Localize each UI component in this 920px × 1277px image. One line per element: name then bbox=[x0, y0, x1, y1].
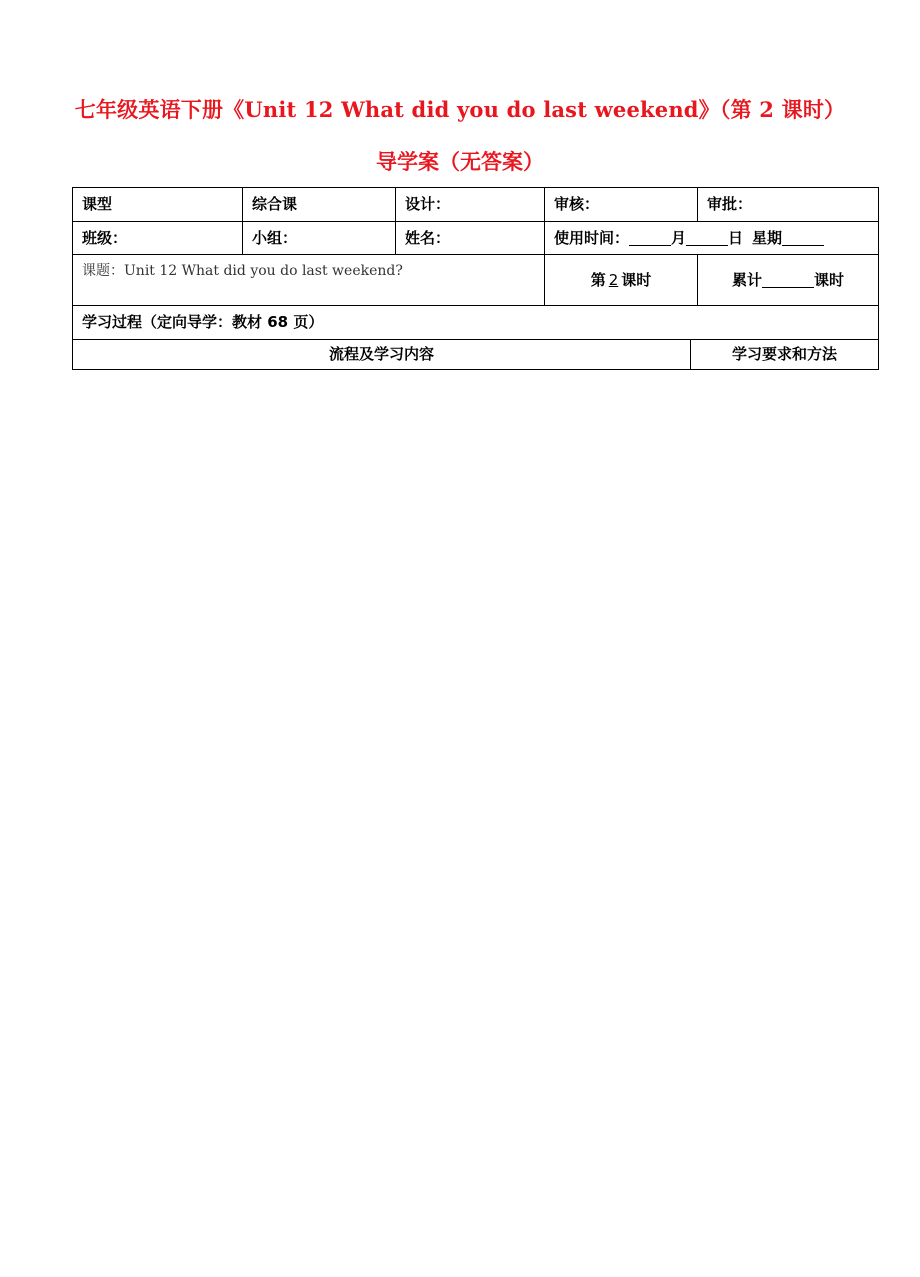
month-label: 月 bbox=[671, 228, 687, 247]
course-type-label: 课型 bbox=[82, 195, 113, 213]
month-blank[interactable] bbox=[629, 231, 671, 246]
class-label: 班级： bbox=[82, 228, 128, 247]
weekday-blank[interactable] bbox=[782, 231, 824, 246]
course-type-label-cell bbox=[72, 187, 243, 222]
name-cell bbox=[395, 221, 545, 255]
method-header-cell bbox=[690, 339, 879, 370]
group-label: 小组： bbox=[252, 228, 298, 247]
total-lessons-cell bbox=[697, 254, 879, 306]
topic-text: 课题：Unit 12 What did you do last weekend? bbox=[82, 263, 403, 279]
lesson-number: 2 bbox=[608, 270, 619, 289]
learning-process-cell bbox=[72, 305, 879, 340]
approve-label: 审批： bbox=[707, 195, 753, 213]
design-label: 设计： bbox=[405, 195, 451, 213]
document-title: 七年级英语下册《Unit 12 What did you do last weekend》（第 2 课时） bbox=[74, 97, 846, 122]
weekday-label: 星期 bbox=[752, 228, 783, 247]
review-cell bbox=[544, 187, 698, 222]
review-label: 审核： bbox=[554, 195, 600, 213]
day-label: 日 bbox=[728, 228, 744, 247]
group-cell bbox=[242, 221, 396, 255]
lesson-number-cell bbox=[544, 254, 698, 306]
total-suffix: 课时 bbox=[814, 270, 845, 289]
total-prefix: 累计 bbox=[731, 270, 762, 289]
learning-process-text: 学习过程（定向导学：教材 68 页） bbox=[82, 313, 324, 331]
day-blank[interactable] bbox=[686, 231, 728, 246]
content-header-cell bbox=[72, 339, 691, 370]
course-type-value-cell bbox=[242, 187, 396, 222]
topic-cell bbox=[72, 254, 545, 306]
method-header: 学习要求和方法 bbox=[731, 345, 837, 363]
approve-cell bbox=[697, 187, 879, 222]
total-blank[interactable] bbox=[762, 273, 814, 288]
course-type-value: 综合课 bbox=[252, 195, 298, 213]
design-cell bbox=[395, 187, 545, 222]
usage-time-label: 使用时间： bbox=[554, 228, 630, 247]
document-subtitle: 导学案（无答案） bbox=[376, 149, 544, 174]
content-header: 流程及学习内容 bbox=[328, 345, 434, 363]
lesson-prefix: 第 bbox=[590, 270, 606, 289]
lesson-suffix: 课时 bbox=[621, 270, 652, 289]
class-cell bbox=[72, 221, 243, 255]
usage-time-cell bbox=[544, 221, 879, 255]
name-label: 姓名： bbox=[405, 228, 451, 247]
